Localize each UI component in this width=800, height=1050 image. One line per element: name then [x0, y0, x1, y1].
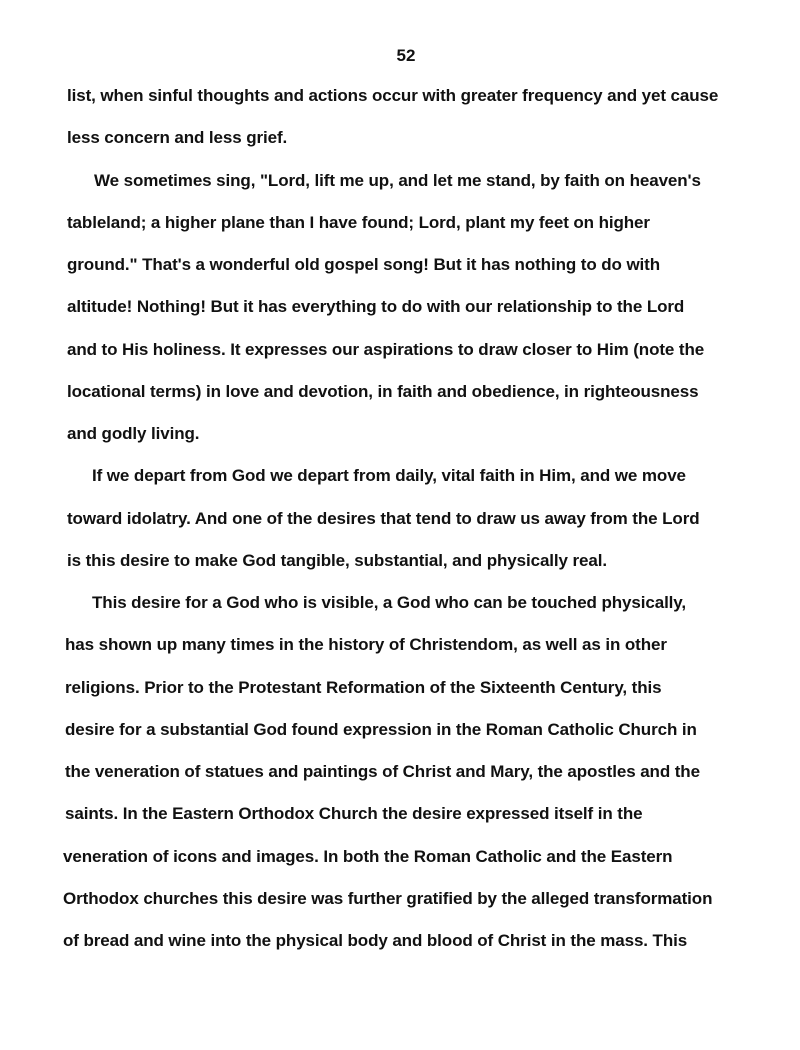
text-line: saints. In the Eastern Orthodox Church the desire expressed itself in the — [65, 804, 643, 823]
text-line: religions. Prior to the Protestant Reformation of the Sixteenth Century, this — [65, 678, 662, 697]
text-line: less concern and less grief. — [67, 128, 288, 147]
page-number: 52 — [396, 46, 416, 65]
text-line: altitude! Nothing! But it has everything to do with our relationship to the Lord — [67, 297, 685, 316]
text-line: ground." That's a wonderful old gospel song! But it has nothing to do with — [67, 255, 661, 274]
text-line: and to His holiness. It expresses our aspirations to draw closer to Him (note the — [67, 340, 705, 359]
text-line: is this desire to make God tangible, substantial, and physically real. — [67, 551, 607, 570]
text-line: veneration of icons and images. In both the Roman Catholic and the Eastern — [63, 847, 673, 866]
text-line: desire for a substantial God found expression in the Roman Catholic Church in — [65, 720, 697, 739]
text-line: list, when sinful thoughts and actions occur with greater frequency and yet cause — [67, 86, 719, 105]
text-line: We sometimes sing, "Lord, lift me up, and let me stand, by faith on heaven's — [94, 171, 701, 190]
text-line: tableland; a higher plane than I have found; Lord, plant my feet on higher — [67, 213, 650, 232]
text-line: and godly living. — [67, 424, 200, 443]
text-line: toward idolatry. And one of the desires that tend to draw us away from the Lord — [67, 509, 700, 528]
text-line: has shown up many times in the history of Christendom, as well as in other — [65, 635, 667, 654]
text-line: If we depart from God we depart from daily, vital faith in Him, and we move — [92, 466, 686, 485]
text-line: locational terms) in love and devotion, in faith and obedience, in righteousness — [67, 382, 699, 401]
text-line: the veneration of statues and paintings of Christ and Mary, the apostles and the — [65, 762, 700, 781]
text-line: Orthodox churches this desire was further gratified by the alleged transformation — [63, 889, 713, 908]
text-line: of bread and wine into the physical body and blood of Christ in the mass. This — [63, 931, 688, 950]
text-line: This desire for a God who is visible, a God who can be touched physically, — [92, 593, 687, 612]
